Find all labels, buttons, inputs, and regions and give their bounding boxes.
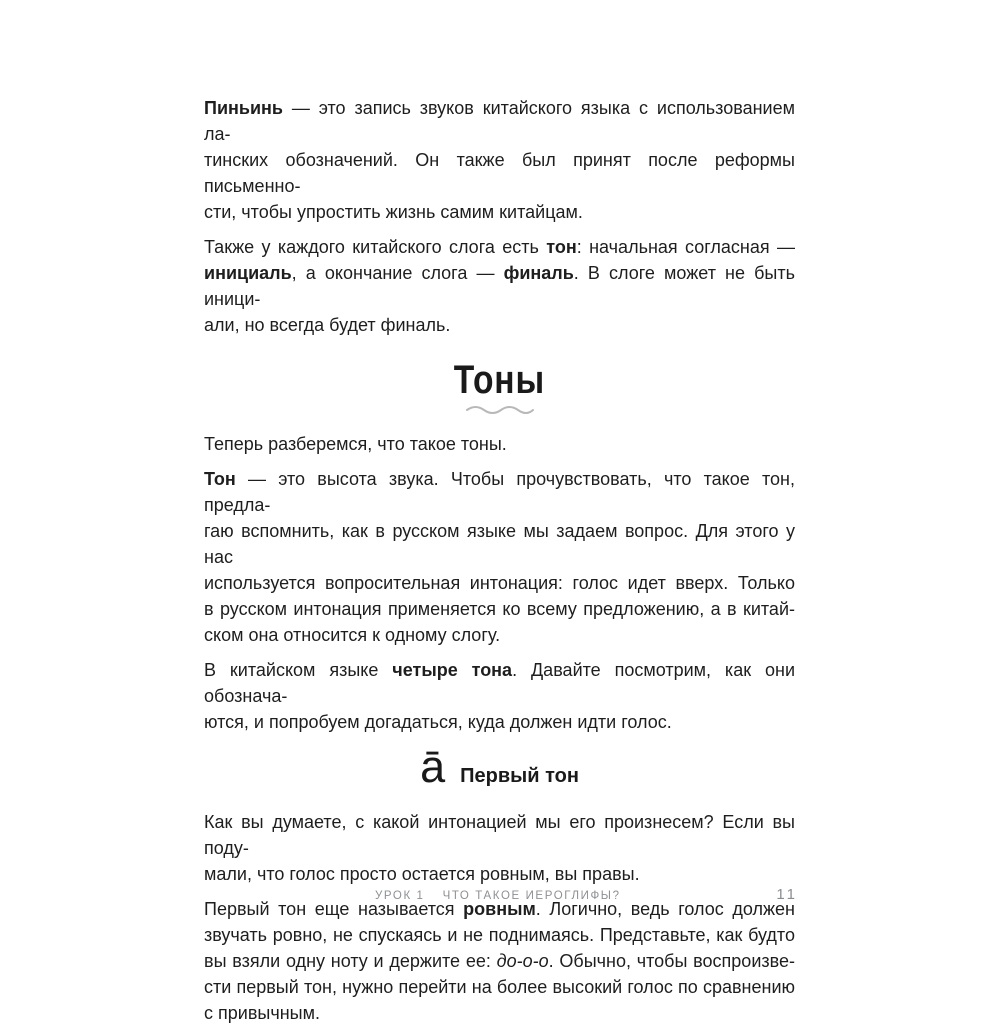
body-text: вы взяли одну ноту и держите ее: (204, 951, 497, 971)
paragraph (204, 657, 795, 735)
body-text: : начальная согласная — (576, 237, 796, 257)
text-line (204, 596, 795, 622)
text-line (204, 147, 795, 199)
body-text: Первый тон еще называется (204, 899, 464, 919)
text-line (204, 466, 795, 518)
text-line (204, 974, 795, 1000)
bold-text: инициаль (204, 263, 292, 283)
pinyin-tone-letter: ā (420, 741, 446, 792)
bold-text: Тон (204, 469, 236, 489)
text-line (204, 312, 795, 338)
page-footer (204, 886, 798, 908)
body-text: ском она относится к одному слогу. (204, 625, 501, 645)
text-line (204, 922, 795, 948)
chapter-label: ЧТО ТАКОЕ ИЕРОГЛИФЫ? (442, 890, 621, 902)
text-line (204, 709, 795, 735)
body-text: али, но всегда будет финаль. (204, 315, 451, 335)
body-text: В китайском языке (204, 660, 393, 680)
bold-text: тон (546, 237, 577, 257)
paragraph (204, 95, 795, 225)
section-heading-block (204, 358, 795, 415)
body-text: мали, что голос просто остается ровным, вы правы. (204, 864, 640, 884)
section-heading: Тоны (453, 358, 546, 402)
bold-text: Пиньинь (204, 98, 283, 118)
text-line (204, 260, 795, 312)
text-line (204, 234, 795, 260)
paragraph (204, 431, 795, 457)
body-text: используется вопросительная интонация: голос идет вверх. Только (204, 573, 795, 593)
body-text: . Давайте посмотрим, как они обознача- (204, 660, 796, 706)
text-line (204, 570, 795, 596)
body-text: гаю вспомнить, как в русском языке мы задаем вопрос. Для этого у нас (204, 521, 795, 567)
paragraph (204, 234, 795, 338)
body-text: ются, и попробуем догадаться, куда должен идти голос. (204, 712, 672, 732)
paragraph (204, 896, 795, 1026)
bold-text: финаль (503, 263, 574, 283)
text-line (204, 657, 795, 709)
text-line (204, 1000, 795, 1026)
text-line (204, 199, 795, 225)
text-line (204, 431, 795, 457)
tones-section-2 (204, 809, 795, 1026)
body-text: тинских обозначений. Он также был принят после реформы письменно- (204, 150, 795, 196)
italic-text: до-о-о (496, 951, 549, 971)
body-text: сти первый тон, нужно перейти на более высокий голос по сравнению (204, 977, 795, 997)
text-line (204, 861, 795, 887)
body-text: — это запись звуков китайского языка с использованием ла- (204, 98, 795, 144)
text-line (204, 809, 795, 861)
text-line (204, 948, 795, 974)
tones-section-1 (204, 431, 795, 735)
first-tone-label: Первый тон (460, 765, 579, 787)
bold-text: четыре тона (392, 660, 513, 680)
bold-text: ровным (463, 899, 536, 919)
body-text: Как вы думаете, с какой интонацией мы его произнесем? Если вы поду- (204, 812, 795, 858)
text-line (204, 518, 795, 570)
page-number: 11 (776, 886, 798, 903)
paragraph (204, 809, 795, 887)
body-text: , а окончание слога — (291, 263, 504, 283)
body-text: . Логично, ведь голос должен (535, 899, 795, 919)
body-text: сти, чтобы упростить жизнь самим китайцам. (204, 202, 583, 222)
lesson-label: УРОК 1 (375, 890, 425, 902)
body-text: . Обычно, чтобы воспроизве- (548, 951, 795, 971)
first-tone-marker (204, 741, 795, 799)
text-line (204, 622, 795, 648)
wavy-underline-decoration (465, 403, 535, 415)
body-text: в русском интонация применяется ко всему предложению, а в китай- (204, 599, 795, 619)
body-text: . В слоге может не быть иници- (204, 263, 795, 309)
body-text: с привычным. (204, 1003, 320, 1023)
paragraph (204, 466, 795, 648)
body-text: Теперь разберемся, что такое тоны. (204, 434, 507, 454)
body-text: Также у каждого китайского слога есть (204, 237, 547, 257)
intro-section (204, 95, 795, 338)
running-title (375, 890, 621, 902)
body-text: — это высота звука. Чтобы прочувствовать, что такое тон, предла- (204, 469, 795, 515)
text-line (204, 95, 795, 147)
body-text: звучать ровно, не спускаясь и не поднимаясь. Представьте, как будто (204, 925, 795, 945)
